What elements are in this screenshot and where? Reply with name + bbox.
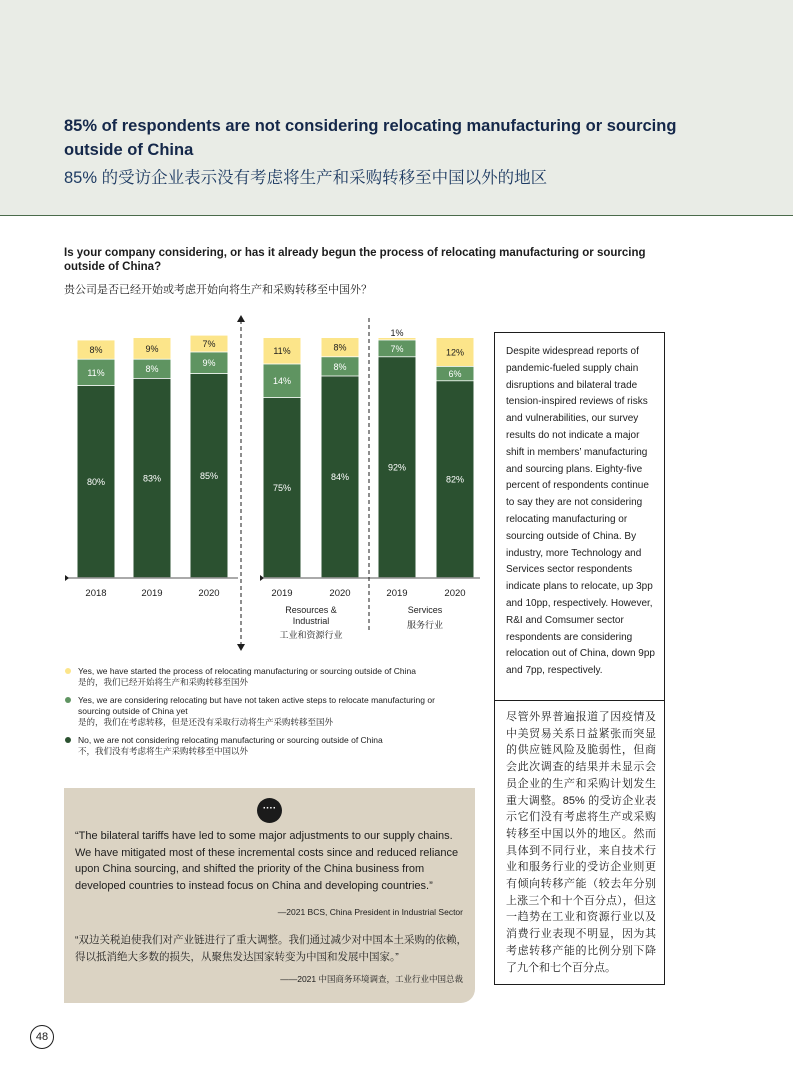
quote-text-zh: “双边关税迫使我们对产业链进行了重大调整。我们通过减少对中国本土采购的依赖，得以抵消绝大多数的损失，从聚焦发达国家转变为中国和发展中国家。” <box>75 934 467 963</box>
group-label-resources: Resources & <box>285 605 337 615</box>
legend-label-yes-zh: 是的，我们已经开始将生产和采购转移至国外 <box>78 677 249 687</box>
quote-text-en: “The bilateral tariffs have led to some major adjustments to our supply chains. We have mitigated most of these incremental costs since and reduced reliance upon China sourcing, and shifted the priority of the China business from developed countries to instead focus on China and developing countries.” <box>75 830 459 892</box>
data-label: 82% <box>445 474 465 485</box>
legend-label-considering: Yes, we are considering relocating but have not taken active steps to relocate manufacturing or sourcing outside of China yet <box>78 695 435 716</box>
data-label: 6% <box>448 369 462 379</box>
x-tick-label: 2019 <box>386 588 408 599</box>
legend-item-no <box>64 735 464 757</box>
data-label: 7% <box>390 343 404 354</box>
sidebar-commentary <box>494 332 665 985</box>
data-label: 8% <box>333 342 347 353</box>
quote-source-en: —2021 BCS, China President in Industrial Sector <box>277 907 463 917</box>
data-label: 11% <box>87 367 105 378</box>
stacked-bar-chart <box>60 312 480 652</box>
header-band <box>0 0 793 216</box>
data-label: 8% <box>145 364 159 375</box>
chart-legend <box>64 666 464 764</box>
group-label-resources-2: Industrial <box>292 616 330 626</box>
x-tick-label: 2019 <box>271 588 293 599</box>
legend-dot-considering <box>65 697 71 703</box>
group-label-resources-zh: 工业和资源行业 <box>279 631 343 641</box>
x-axis-arrow-overall <box>65 575 69 581</box>
speech-bubble-icon: ···· <box>257 798 282 823</box>
sidebar-divider <box>495 700 664 701</box>
data-label: 12% <box>445 347 465 358</box>
legend-label-considering-zh: 是的，我们在考虑转移，但是还没有采取行动将生产采购转移至国外 <box>78 717 334 727</box>
data-label: 7% <box>202 339 216 349</box>
x-tick-label: 2018 <box>85 588 107 599</box>
x-tick-label: 2020 <box>444 588 466 599</box>
data-label: 9% <box>202 358 216 369</box>
page-number: 48 <box>30 1025 54 1049</box>
sidebar-text-en: Despite widespread reports of pandemic-fueled supply chain disruptions and bilateral trade tension-inspired reviews of risks and vulnerabilities, our survey results do not indicate a major shift in members’ manufacturing and sourcing plans. Eighty-five percent of respondents continue to say they are not considering relocating manufacturing or sourcing outside of China. By industry, more Technology and Services sector respondents indicate plans to relocate, up 3pp and 10pp, respectively. However, R&I and Comsumer sector respondents are considering relocation out of China, down 9pp and 7pp, respectively. <box>506 346 655 677</box>
data-label: 14% <box>272 376 292 387</box>
legend-dot-yes <box>65 668 71 674</box>
data-label: 11% <box>273 346 291 357</box>
survey-question: Is your company considering, or has it already begun the process of relocating manufacturing or sourcing outside of China? <box>64 247 646 273</box>
quote-box <box>64 788 475 1003</box>
bar-segment-yes <box>379 338 416 340</box>
page-subtitle-zh: 85% 的受访企业表示没有考虑将生产和采购转移至中国以外的地区 <box>64 169 548 187</box>
legend-item-considering <box>64 695 464 728</box>
quote-source-zh: ——2021 中国商务环境调查，工业行业中国总裁 <box>280 974 463 984</box>
x-axis-arrow-sectors <box>260 575 264 581</box>
divider-arrow-down <box>237 644 245 651</box>
x-tick-label: 2019 <box>141 588 163 599</box>
data-label: 8% <box>89 345 103 355</box>
legend-dot-no <box>65 737 71 743</box>
divider-arrow-up <box>237 315 245 322</box>
data-label: 84% <box>330 472 350 483</box>
legend-item-yes <box>64 666 464 688</box>
sidebar-text-zh: 尽管外界普遍报道了因疫情及中美贸易关系日益紧张而突显的供应链风险及脆弱性，但商会此次调查的结果并未显示会员企业的生产和采购计划发生重大调整。85% 的受访企业表示它们没有考虑将生产或采购转移至中国以外的地区。然而具体到不同行业，来自技术行业和服务行业的受访企业则更有倾向转移产能（较去年分别上涨三个和十个百分点），但这一趋势在工业和资源行业以及消费行业表现不明显，因为其考虑转移产能的比例分别下降了九个和七个百分点。 <box>506 711 656 974</box>
survey-question-zh: 贵公司是否已经开始或考虑开始向将生产和采购转移至中国外？ <box>64 284 372 296</box>
data-label: 1% <box>390 328 404 338</box>
x-tick-label: 2020 <box>329 588 351 599</box>
group-label-services: Services <box>407 605 443 615</box>
data-label: 75% <box>272 483 292 493</box>
legend-label-no-zh: 不，我们没有考虑将生产采购转移至中国以外 <box>78 746 249 756</box>
x-tick-label: 2020 <box>198 588 220 599</box>
data-label: 85% <box>199 471 219 481</box>
legend-label-no: No, we are not considering relocating manufacturing or sourcing outside of China <box>78 735 383 745</box>
data-label: 8% <box>333 361 347 372</box>
data-label: 83% <box>142 473 162 484</box>
data-label: 92% <box>387 462 407 473</box>
data-label: 80% <box>86 477 106 487</box>
data-label: 9% <box>145 343 159 354</box>
page-title: 85% of respondents are not considering relocating manufacturing or sourcing outside of China <box>64 117 677 159</box>
legend-label-yes: Yes, we have started the process of relocating manufacturing or sourcing outside of China <box>78 666 416 676</box>
group-label-services-zh: 服务行业 <box>406 621 444 631</box>
